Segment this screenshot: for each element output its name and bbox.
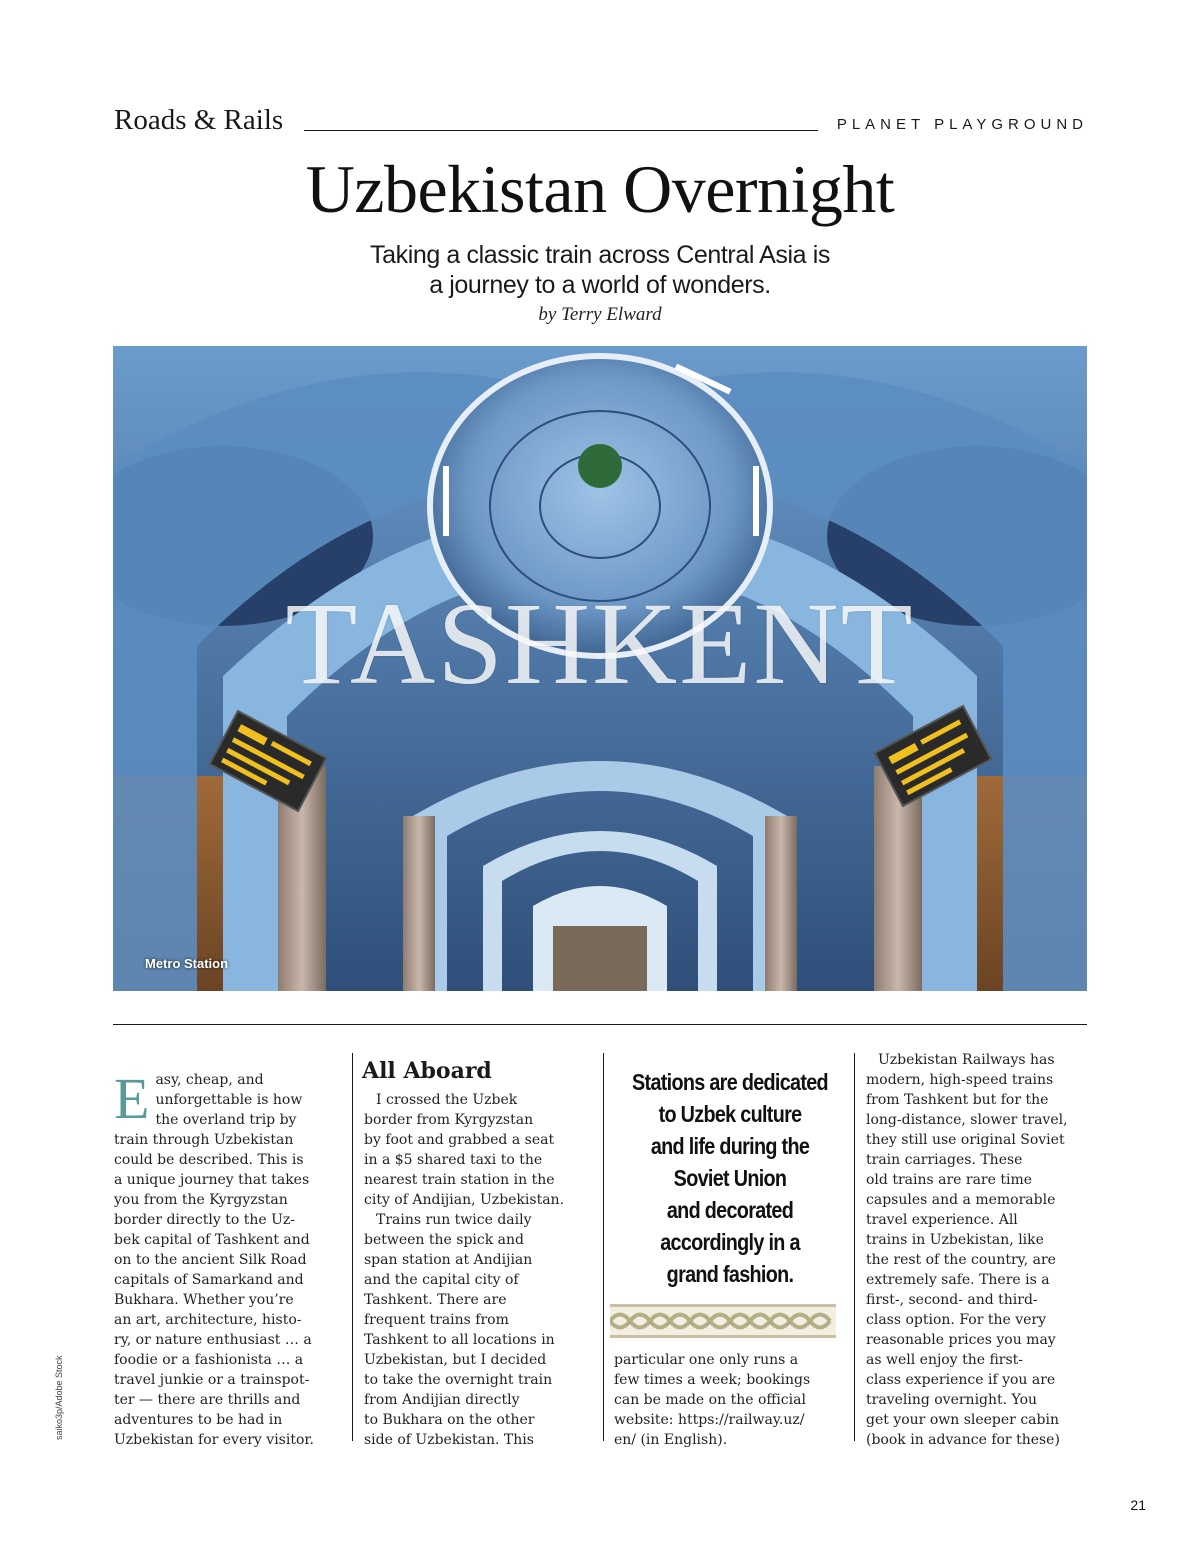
text-line: city of Andijian, Uzbekistan. xyxy=(364,1192,565,1208)
text-line: (book in advance for these) xyxy=(866,1432,1060,1448)
photo-credit: saiko3p/Adobe Stock xyxy=(54,1355,64,1440)
text-line: to Bukhara on the other xyxy=(364,1412,535,1428)
text-line: Uzbekistan, but I decided xyxy=(364,1352,547,1368)
text-line: old trains are rare time xyxy=(866,1172,1033,1188)
text-line: unforgettable is how xyxy=(155,1092,303,1108)
photo-caption: Metro Station xyxy=(145,956,229,971)
text-line: span station at Andijian xyxy=(364,1252,533,1268)
section-tag: PLANET PLAYGROUND xyxy=(836,116,1088,133)
text-line: to take the overnight train xyxy=(364,1372,553,1388)
text-line: class option. For the very xyxy=(866,1312,1047,1328)
text-line: foodie or a fashionista … a xyxy=(114,1352,304,1368)
column-divider xyxy=(352,1053,353,1441)
text-line: ter — there are thrills and xyxy=(114,1392,301,1408)
text-line: get your own sleeper cabin xyxy=(866,1412,1059,1428)
text-line: capitals of Samarkand and xyxy=(114,1272,304,1288)
pull-quote xyxy=(630,1066,830,1290)
text-line: Tashkent. There are xyxy=(364,1292,507,1308)
pull-quote-line: grand fashion. xyxy=(666,1261,794,1287)
column-divider xyxy=(854,1053,855,1441)
text-line: in a $5 shared taxi to the xyxy=(364,1152,543,1168)
text-line: a unique journey that takes xyxy=(114,1172,310,1188)
text-line: they still use original Soviet xyxy=(866,1132,1065,1148)
text-line: adventures to be had in xyxy=(114,1412,283,1428)
header-rule xyxy=(304,130,818,131)
page-number: 21 xyxy=(1130,1497,1146,1513)
pull-quote-line: to Uzbek culture xyxy=(658,1101,802,1127)
text-line: traveling overnight. You xyxy=(866,1392,1038,1408)
column-divider xyxy=(603,1053,604,1441)
subhead-line: a journey to a world of wonders. xyxy=(429,271,771,299)
text-line: and the capital city of xyxy=(364,1272,519,1288)
text-line: extremely safe. There is a xyxy=(866,1272,1050,1288)
text-line: could be described. This is xyxy=(114,1152,304,1168)
text-line: Tashkent to all locations in xyxy=(364,1332,555,1348)
pull-quote-line: accordingly in a xyxy=(660,1229,800,1255)
text-line: nearest train station in the xyxy=(364,1172,555,1188)
text-line: modern, high-speed trains xyxy=(866,1072,1054,1088)
body-rule xyxy=(113,1024,1087,1025)
text-line: border directly to the Uz- xyxy=(114,1212,295,1228)
text-line: an art, architecture, histo- xyxy=(114,1312,302,1328)
column-1 xyxy=(114,1066,346,1450)
text-line: travel junkie or a trainspot- xyxy=(114,1372,310,1388)
pull-quote-line: Soviet Union xyxy=(673,1165,787,1191)
text-line: as well enjoy the first- xyxy=(866,1352,1024,1368)
text-line: by foot and grabbed a seat xyxy=(364,1132,555,1148)
text-line: bek capital of Tashkent and xyxy=(114,1232,310,1248)
column-4 xyxy=(866,1050,1092,1450)
text-line: the overland trip by xyxy=(155,1112,297,1128)
drop-cap: E xyxy=(114,1066,150,1131)
text-line: capsules and a memorable xyxy=(866,1192,1056,1208)
byline: by Terry Elward xyxy=(538,304,662,325)
text-line: en/ (in English). xyxy=(614,1432,728,1448)
section-heading: All Aboard xyxy=(362,1058,492,1084)
text-line: the rest of the country, are xyxy=(866,1252,1056,1268)
text-line: side of Uzbekistan. This xyxy=(364,1432,534,1448)
text-line: train through Uzbekistan xyxy=(114,1132,294,1148)
text-line: asy, cheap, and xyxy=(155,1072,264,1088)
text-line: particular one only runs a xyxy=(614,1352,799,1368)
text-line: long-distance, slower travel, xyxy=(866,1112,1068,1128)
subhead xyxy=(300,240,900,300)
text-line: ry, or nature enthusiast … a xyxy=(114,1332,312,1348)
text-line: trains in Uzbekistan, like xyxy=(866,1232,1044,1248)
headline: Uzbekistan Overnight xyxy=(305,151,895,227)
text-line: few times a week; bookings xyxy=(614,1372,811,1388)
ornament-divider xyxy=(610,1304,836,1338)
section-title: Roads & Rails xyxy=(114,104,284,136)
hero-photo xyxy=(113,346,1087,991)
pull-quote-line: and life during the xyxy=(650,1133,810,1159)
column-2 xyxy=(364,1090,596,1450)
text-line: first-, second- and third- xyxy=(866,1292,1038,1308)
text-line: between the spick and xyxy=(364,1232,524,1248)
text-line: Uzbekistan Railways has xyxy=(878,1052,1055,1068)
text-line: class experience if you are xyxy=(866,1372,1056,1388)
text-line: reasonable prices you may xyxy=(866,1332,1056,1348)
text-line: Uzbekistan for every visitor. xyxy=(114,1432,314,1448)
pull-quote-line: Stations are dedicated xyxy=(632,1069,828,1095)
text-line: on to the ancient Silk Road xyxy=(114,1252,307,1268)
text-line: can be made on the official xyxy=(614,1392,806,1408)
subhead-line: Taking a classic train across Central Asia is xyxy=(370,241,830,269)
text-line: frequent trains from xyxy=(364,1312,509,1328)
text-line: border from Kyrgyzstan xyxy=(364,1112,534,1128)
text-line: train carriages. These xyxy=(866,1152,1023,1168)
text-line: you from the Kyrgyzstan xyxy=(114,1192,288,1208)
pull-quote-line: and decorated xyxy=(666,1197,794,1223)
column-3 xyxy=(614,1350,846,1450)
hero-overlay-title: TASHKENT xyxy=(285,578,915,709)
text-line: Bukhara. Whether you’re xyxy=(114,1292,294,1308)
text-line: I crossed the Uzbek xyxy=(376,1092,518,1108)
text-line: Trains run twice daily xyxy=(376,1212,532,1228)
text-line: travel experience. All xyxy=(866,1212,1018,1228)
text-line: website: https://railway.uz/ xyxy=(614,1412,805,1428)
text-line: from Andijian directly xyxy=(364,1392,520,1408)
text-line: from Tashkent but for the xyxy=(866,1092,1049,1108)
